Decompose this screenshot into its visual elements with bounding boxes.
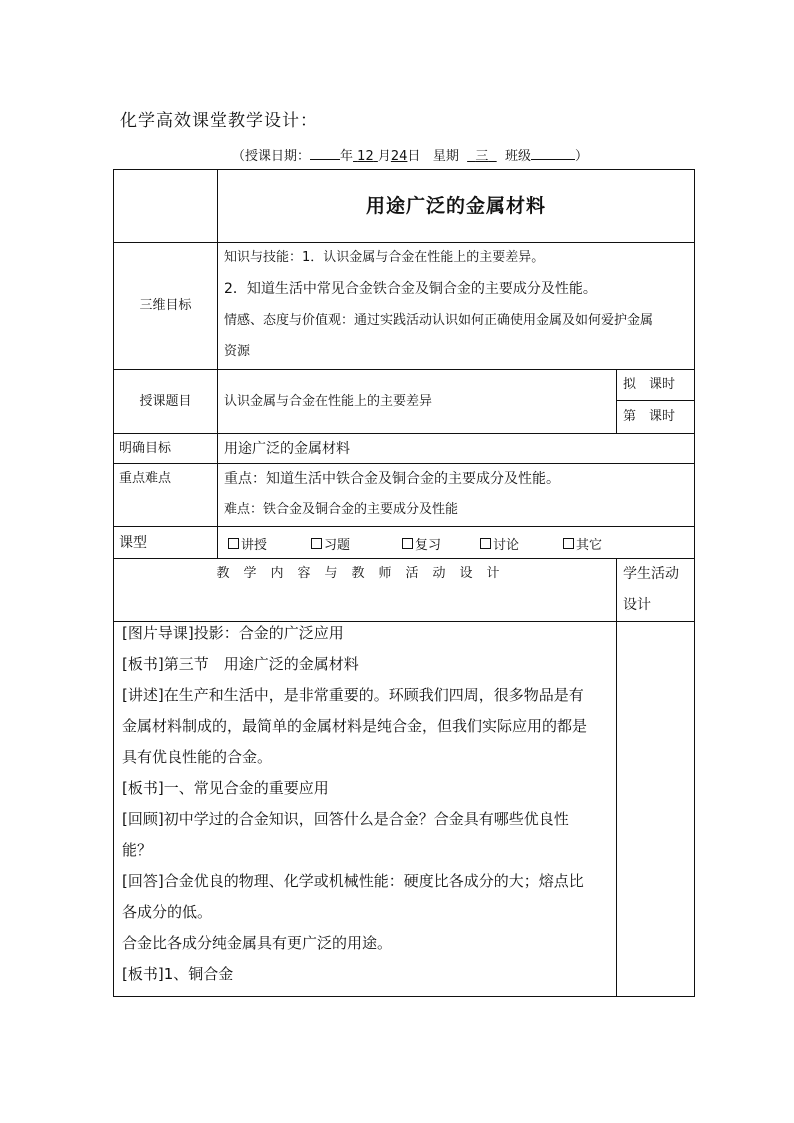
content-line: 具有优良性能的合金。	[122, 748, 273, 766]
checkbox-icon[interactable]	[311, 538, 322, 549]
content-line: [回顾]初中学过的合金知识，回答什么是合金？合金具有哪些优良性	[122, 810, 569, 828]
checkbox-icon[interactable]	[480, 538, 491, 549]
document-title: 化学高效课堂教学设计：	[120, 111, 318, 131]
content-line: 金属材料制成的，最简单的金属材料是纯合金，但我们实际应用的都是	[122, 717, 588, 735]
objective-label: 明确目标	[119, 440, 172, 456]
table-rule	[694, 169, 695, 997]
content-line: [回答]合金优良的物理、化学或机械性能：硬度比各成分的大；熔点比	[122, 872, 584, 890]
month-value: 12	[357, 149, 374, 164]
content-header: 教学内容与教师活动设计	[216, 566, 514, 581]
table-rule	[113, 433, 695, 434]
content-line: [板书]1、铜合金	[122, 965, 234, 983]
student-activity-header: 设计	[623, 597, 651, 613]
weekday-label: 星期	[432, 149, 459, 164]
content-line: 合金比各成分纯金属具有更广泛的用途。	[122, 934, 393, 952]
table-rule	[616, 369, 617, 433]
year-blank[interactable]	[310, 146, 340, 160]
checkbox-icon[interactable]	[563, 538, 574, 549]
hour-number: 第 课时	[623, 409, 676, 424]
date-suffix: ）	[574, 149, 588, 164]
weekday-value: 三	[475, 149, 489, 164]
difficult-point: 难点：铁合金及铜合金的主要成分及性能	[224, 502, 459, 517]
lesson-plan-table	[113, 169, 695, 997]
lesson-type-option[interactable]: 其它	[563, 527, 602, 559]
table-rule	[113, 996, 695, 997]
teaching-content	[114, 622, 616, 996]
table-rule	[616, 558, 617, 997]
month-label: 月	[377, 149, 391, 164]
lesson-type-option[interactable]: 习题	[311, 527, 350, 559]
content-line: [板书]第三节 用途广泛的金属材料	[122, 655, 359, 673]
content-line: [板书]一、常见合金的重要应用	[122, 779, 329, 797]
lesson-type-option[interactable]: 复习	[402, 527, 441, 559]
student-activity-header: 学生活动	[623, 566, 679, 582]
content-line: [图片导课]投影：合金的广泛应用	[122, 624, 344, 642]
date-prefix: （授课日期：	[232, 149, 311, 164]
goals-line: 知识与技能：1．认识金属与合金在性能上的主要差异。	[224, 250, 545, 265]
lesson-type-option[interactable]: 讲授	[228, 527, 267, 559]
year-label: 年	[340, 149, 354, 164]
goals-line: 资源	[224, 344, 251, 359]
goals-line: 情感、态度与价值观：通过实践活动认识如何正确使用金属及如何爱护金属	[224, 313, 654, 328]
lesson-type-option[interactable]: 讨论	[480, 527, 519, 559]
lesson-title: 用途广泛的金属材料	[365, 195, 546, 217]
goals-line: 2．知道生活中常见合金铁合金及铜合金的主要成分及性能。	[224, 281, 597, 297]
lesson-date-line	[232, 145, 588, 164]
checkbox-icon[interactable]	[402, 538, 413, 549]
content-line: 能？	[122, 841, 153, 859]
content-line: 各成分的低。	[122, 903, 213, 921]
topic-label: 授课题目	[139, 393, 192, 409]
key-point: 重点：知道生活中铁合金及铜合金的主要成分及性能。	[224, 471, 560, 487]
day-value: 24	[390, 149, 408, 164]
lesson-type-label: 课型	[119, 534, 147, 551]
day-label: 日	[407, 149, 421, 164]
objective-value: 用途广泛的金属材料	[224, 440, 350, 457]
goals-label: 三维目标	[139, 298, 192, 313]
keypoints-label: 重点难点	[119, 471, 172, 486]
planned-hours: 拟 课时	[623, 377, 676, 392]
class-blank[interactable]	[531, 146, 575, 160]
lesson-type-options	[218, 527, 694, 559]
content-line: [讲述]在生产和生活中，是非常重要的。环顾我们四周，很多物品是有	[122, 686, 584, 704]
checkbox-icon[interactable]	[228, 538, 239, 549]
topic-value: 认识金属与合金在性能上的主要差异	[224, 393, 433, 409]
class-label: 班级	[504, 149, 531, 164]
